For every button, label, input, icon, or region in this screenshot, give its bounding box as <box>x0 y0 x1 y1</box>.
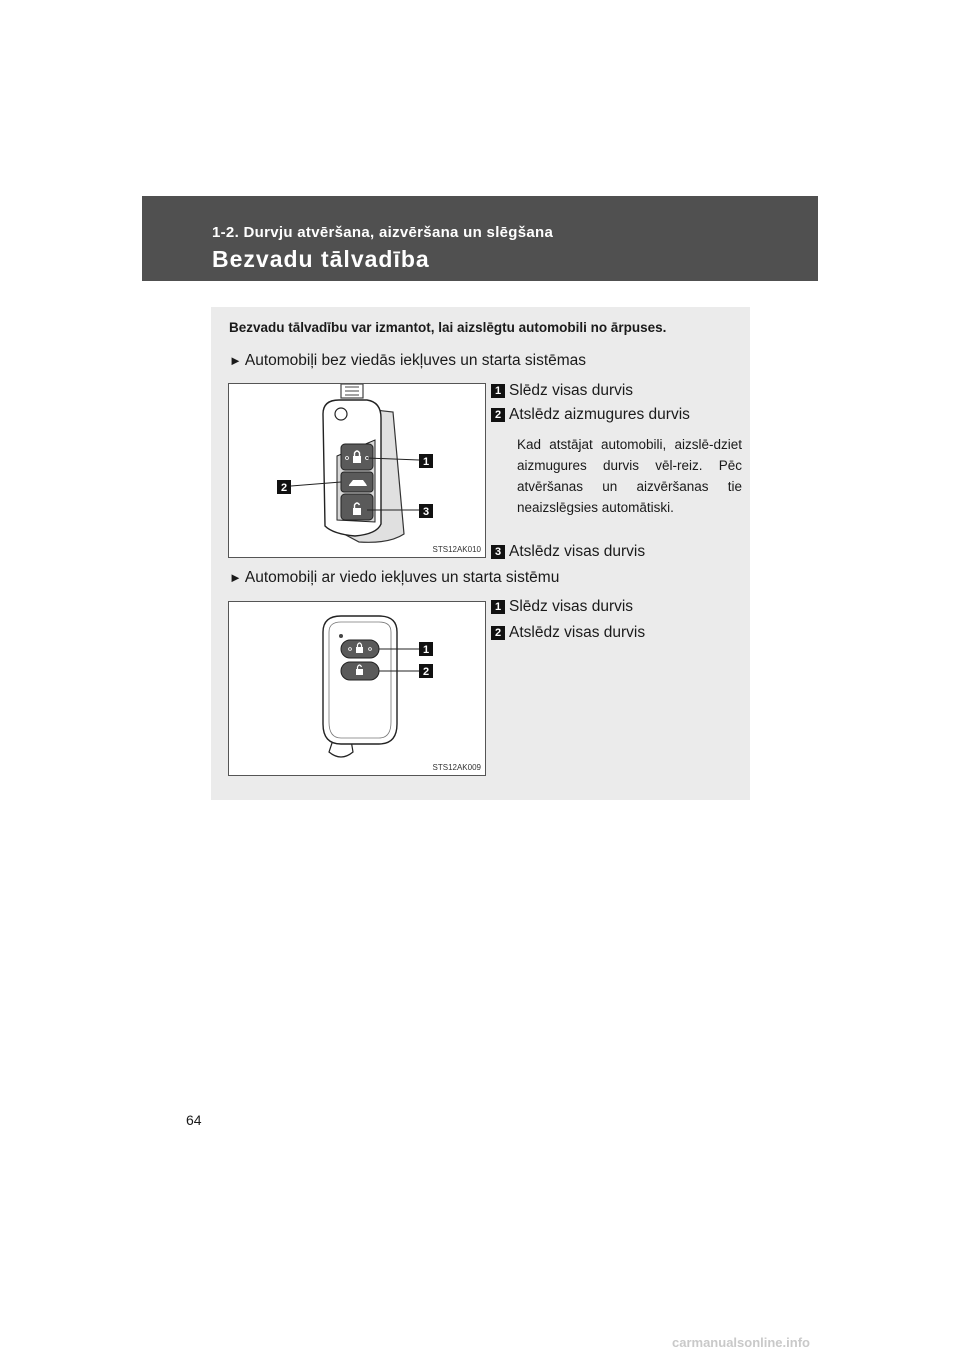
figure-code: STS12AK010 <box>432 545 481 554</box>
key-figure-flip <box>228 383 486 558</box>
callout-1: 1 <box>422 456 430 468</box>
note-text: Kad atstājat automobili, aizslē-dziet aizmugures durvis vēl-reiz. Pēc atvēršanas un aizvēršanas tie neaizslēgsies automātiski. <box>517 437 742 515</box>
list-item <box>491 624 645 642</box>
list-item <box>491 382 633 400</box>
item-text: Atslēdz visas durvis <box>509 543 646 560</box>
list-item <box>491 543 645 561</box>
content-panel <box>211 307 750 800</box>
item-number: 3 <box>491 545 505 559</box>
item-number: 1 <box>491 384 505 398</box>
triangle-right-icon: ► <box>229 353 242 368</box>
item-text: Atslēdz visas durvis <box>509 624 646 641</box>
watermark: carmanualsonline.info <box>672 1335 810 1350</box>
flip-key-illustration <box>229 384 485 557</box>
item-text: Slēdz visas durvis <box>509 382 634 399</box>
section-label: 1-2. Durvju atvēršana, aizvēršana un slēgšana <box>212 224 554 241</box>
figure-code: STS12AK009 <box>432 763 481 772</box>
triangle-right-icon: ► <box>229 570 242 585</box>
list-item <box>491 598 633 616</box>
item-number: 2 <box>491 626 505 640</box>
variant-heading-text: Automobiļi bez viedās iekļuves un starta sistēmas <box>244 352 587 369</box>
callout-3: 3 <box>422 506 430 518</box>
intro-text: Bezvadu tālvadību var izmantot, lai aizslēgtu automobili no ārpuses. <box>229 320 667 335</box>
item-number: 1 <box>491 600 505 614</box>
variant-heading-1 <box>229 352 586 370</box>
callout-1: 1 <box>422 644 430 656</box>
variant-heading-text: Automobiļi ar viedo iekļuves un starta sistēmu <box>244 569 560 586</box>
page-title: Bezvadu tālvadība <box>212 246 430 272</box>
item-text: Atslēdz aizmugures durvis <box>509 406 690 423</box>
callout-2: 2 <box>280 482 288 494</box>
callout-2: 2 <box>422 666 430 678</box>
variant-heading-2 <box>229 569 559 587</box>
section-header <box>142 196 818 281</box>
item-number: 2 <box>491 408 505 422</box>
key-figure-smart <box>228 601 486 776</box>
smart-key-illustration <box>229 602 485 775</box>
page-number: 64 <box>186 1112 202 1128</box>
item-text: Slēdz visas durvis <box>509 598 634 615</box>
list-item <box>491 406 690 424</box>
